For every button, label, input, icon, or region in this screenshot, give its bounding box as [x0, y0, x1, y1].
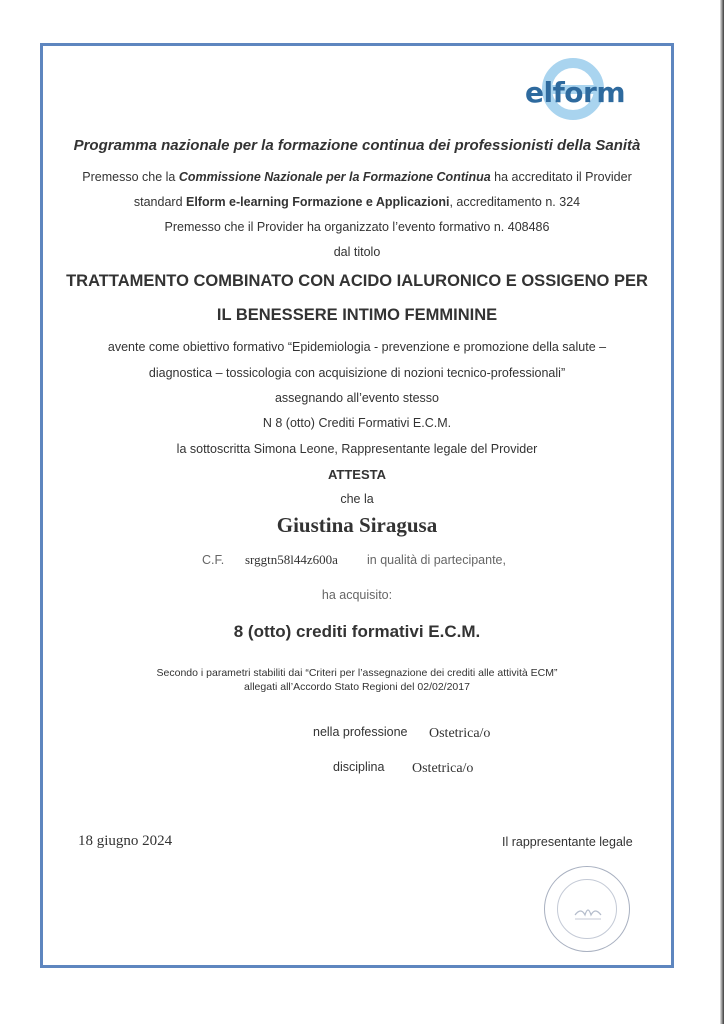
- attesta: ATTESTA: [327, 467, 386, 482]
- discipline-label: disciplina: [333, 760, 385, 774]
- event-title-line2: IL BENESSERE INTIMO FEMMININE: [216, 306, 498, 324]
- logo-text: elform: [525, 76, 625, 109]
- cf-value: srggtn58l44z600a: [245, 552, 338, 567]
- criteria-line2: allegati all’Accordo Stato Regioni del 02/02/2017: [244, 681, 470, 693]
- profession-label: nella professione: [313, 725, 408, 739]
- page-edge-shadow: [720, 0, 724, 1024]
- premise-commission: [40, 170, 674, 184]
- credits-assigned: N 8 (otto) Crediti Formativi E.C.M.: [262, 416, 452, 430]
- participant-role: in qualità di partecipante,: [367, 553, 506, 567]
- premise-provider-post: , accreditamento n. 324: [449, 195, 581, 209]
- premise-commission-pre: Premesso che la: [82, 170, 179, 184]
- stamp-crown-icon: [545, 867, 631, 953]
- acquired-label: ha acquisito:: [321, 588, 393, 602]
- signature-label: Il rappresentante legale: [502, 835, 633, 849]
- programme-heading: Programma nazionale per la formazione continua dei professionisti della Sanità: [73, 137, 641, 154]
- provider-name: Elform e-learning Formazione e Applicazioni: [186, 195, 450, 209]
- signatory: la sottoscritta Simona Leone, Rappresentante legale del Provider: [176, 442, 538, 456]
- premise-event: Premesso che il Provider ha organizzato l’evento formativo n. 408486: [164, 220, 550, 234]
- discipline-value: Ostetrica/o: [412, 761, 474, 776]
- commission-name: Commissione Nazionale per la Formazione Continua: [178, 170, 491, 184]
- assigning: assegnando all’evento stesso: [274, 391, 439, 405]
- criteria-line1: Secondo i parametri stabiliti dai “Criteri per l’assegnazione dei crediti alle attività ECM”: [156, 667, 558, 679]
- elform-logo: [520, 58, 640, 128]
- premise-provider-pre: standard: [133, 195, 186, 209]
- che-la: che la: [340, 492, 374, 506]
- cf-label: C.F.: [202, 553, 225, 567]
- premise-provider: [40, 195, 674, 209]
- dal-titolo: dal titolo: [333, 245, 381, 259]
- issue-date: 18 giugno 2024: [78, 833, 173, 849]
- credits-acquired: 8 (otto) crediti formativi E.C.M.: [233, 622, 481, 641]
- profession-value: Ostetrica/o: [429, 726, 491, 741]
- premise-commission-post: ha accreditato il Provider: [490, 170, 632, 184]
- participant-name: Giustina Siragusa: [276, 513, 438, 537]
- objective-line1: avente come obiettivo formativo “Epidemiologia - prevenzione e promozione della salute –: [107, 340, 607, 354]
- provider-stamp-icon: [544, 866, 630, 952]
- event-title-line1: TRATTAMENTO COMBINATO CON ACIDO IALURONICO E OSSIGENO PER: [66, 272, 648, 290]
- objective-line2: diagnostica – tossicologia con acquisizione di nozioni tecnico-professionali”: [148, 366, 566, 380]
